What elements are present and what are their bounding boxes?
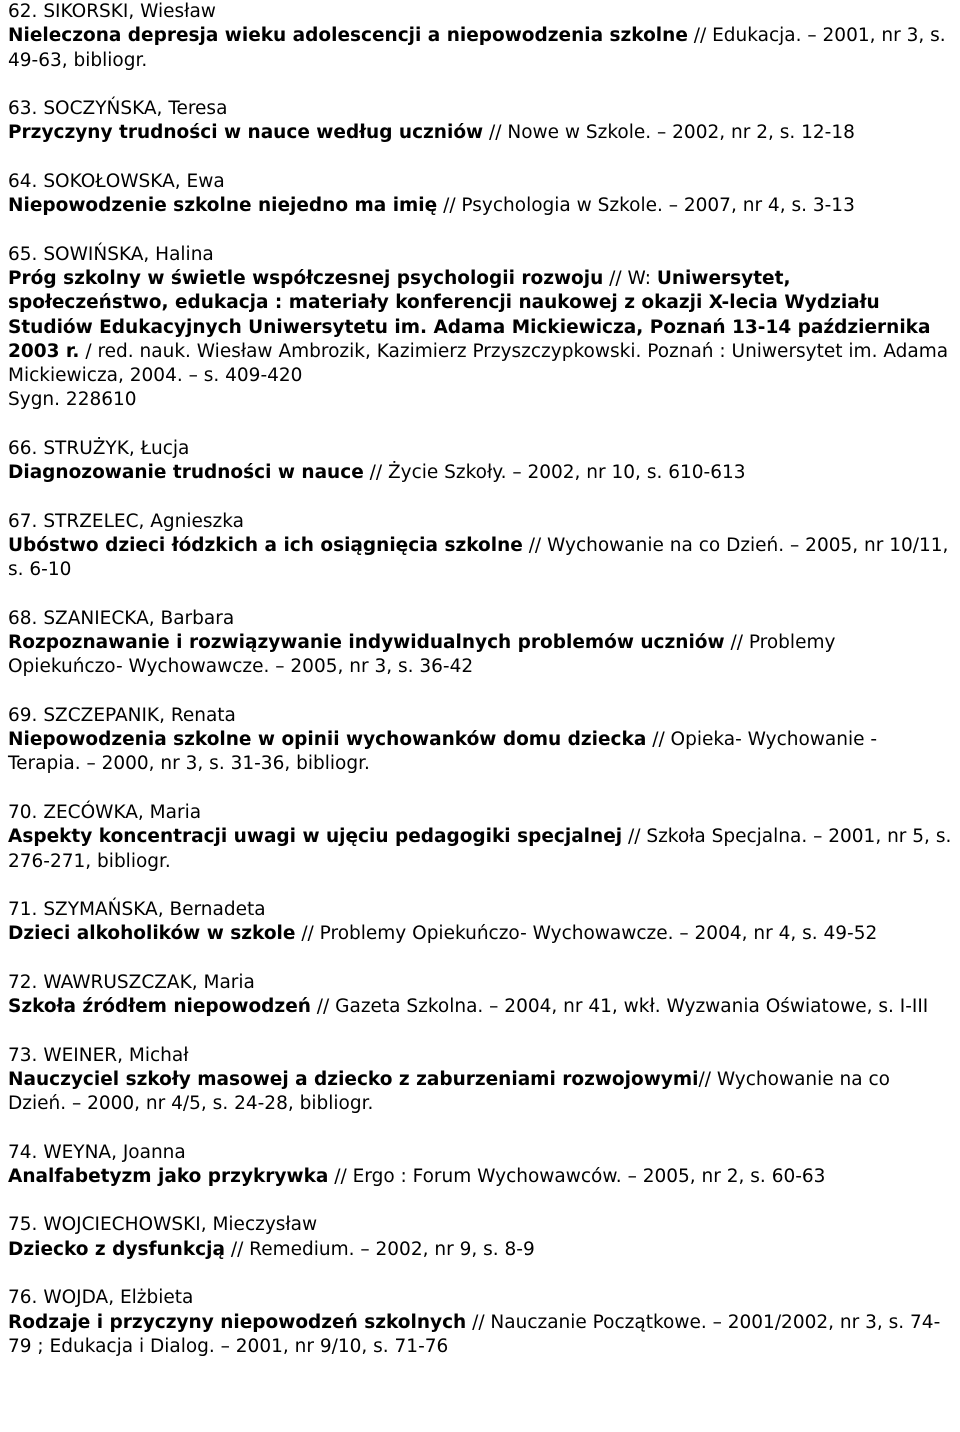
entry-source: // Opieka- Wychowanie - Terapia. – 2000, nr 3, s. 31-36, bibliogr. (8, 729, 878, 775)
entry-number: 66. (8, 437, 38, 459)
entry-author: STRZELEC, Agnieszka (43, 510, 244, 532)
entry-book-title: Uniwersytet, społeczeństwo, edukacja : materiały konferencji naukowej z okazji X-lecia Wydziału Studiów Edukacyjnych Uniwersytetu im. Adama Mickiewicza, Poznań 13-14 października 2003 r. (8, 267, 931, 362)
entry-title: Aspekty koncentracji uwagi w ujęciu pedagogiki specjalnej (8, 826, 623, 848)
entry-source: // Życie Szkoły. – 2002, nr 10, s. 610-613 (363, 462, 746, 484)
entry-author-line (8, 801, 952, 825)
entry-author: SIKORSKI, Wiesław (43, 1, 216, 22)
entry-author-line (8, 607, 952, 631)
bibliography-entry (8, 0, 952, 73)
bibliography-entry (8, 801, 952, 874)
entry-title: Nieleczona depresja wieku adolescencji a niepowodzenia szkolne (8, 25, 688, 47)
entry-source: // Nauczanie Początkowe. – 2001/2002, nr 3, s. 74-79 ; Edukacja i Dialog. – 2001, nr 9/10, s. 71-76 (8, 1311, 941, 1357)
entry-source: // Ergo : Forum Wychowawców. – 2005, nr 2, s. 60-63 (328, 1165, 826, 1187)
entry-author: SZANIECKA, Barbara (43, 607, 235, 629)
entry-source: // Problemy Opiekuńczo- Wychowawcze. – 2004, nr 4, s. 49-52 (295, 923, 878, 945)
entry-author-line (8, 243, 952, 267)
bibliography-entry (8, 243, 952, 413)
entry-author-line (8, 898, 952, 922)
entry-author: WOJCIECHOWSKI, Mieczysław (43, 1214, 318, 1236)
entry-author: SOWIŃSKA, Halina (43, 243, 214, 265)
entry-author-line (8, 437, 952, 461)
bibliography-entry (8, 704, 952, 777)
entry-author: ZECÓWKA, Maria (43, 801, 202, 823)
bibliography-entry (8, 1286, 952, 1359)
bibliography-entry (8, 971, 952, 1020)
entry-source: // Nowe w Szkole. – 2002, nr 2, s. 12-18 (483, 122, 855, 144)
entry-source: // Problemy Opiekuńczo- Wychowawcze. – 2005, nr 3, s. 36-42 (8, 632, 836, 678)
entry-title: Rodzaje i przyczyny niepowodzeń szkolnych (8, 1311, 467, 1333)
bibliography-entry (8, 437, 952, 486)
entry-source-prefix: // W: (603, 267, 657, 289)
entry-number: 63. (8, 98, 38, 120)
entry-source: // Remedium. – 2002, nr 9, s. 8-9 (224, 1238, 535, 1260)
bibliography-entry (8, 510, 952, 583)
entry-source: // Wychowanie na co Dzień. – 2000, nr 4/5, s. 24-28, bibliogr. (8, 1068, 890, 1115)
entry-author: SZCZEPANIK, Renata (43, 704, 236, 726)
entry-author-line (8, 1286, 952, 1310)
bibliography-entry (8, 1141, 952, 1190)
entry-author: SOCZYŃSKA, Teresa (43, 98, 228, 120)
entry-source: // Gazeta Szkolna. – 2004, nr 41, wkł. Wyzwania Oświatowe, s. I-III (310, 996, 929, 1018)
entry-number: 62. (8, 1, 38, 22)
entry-source: // Edukacja. – 2001, nr 3, s. 49-63, bibliogr. (8, 25, 946, 71)
entry-author: WOJDA, Elżbieta (43, 1287, 194, 1309)
entry-number: 64. (8, 170, 38, 192)
entry-author: WEINER, Michał (43, 1044, 189, 1066)
entry-title: Niepowodzenie szkolne niejedno ma imię (8, 195, 438, 217)
entry-author-line (8, 1044, 952, 1068)
entry-title: Ubóstwo dzieci łódzkich a ich osiągnięcia szkolne (8, 534, 523, 556)
entry-number: 72. (8, 971, 38, 993)
entry-number: 67. (8, 510, 38, 532)
entry-title: Niepowodzenia szkolne w opinii wychowanków domu dziecka (8, 729, 647, 751)
entry-number: 75. (8, 1214, 38, 1236)
entry-call-number: Sygn. 228610 (8, 389, 137, 411)
entry-source: // Szkoła Specjalna. – 2001, nr 5, s. 276-271, bibliogr. (8, 826, 952, 872)
entry-title: Nauczyciel szkoły masowej a dziecko z zaburzeniami rozwojowymi (8, 1068, 699, 1090)
entry-author-line (8, 510, 952, 534)
entry-author: SOKOŁOWSKA, Ewa (43, 170, 225, 192)
entry-source: // Wychowanie na co Dzień. – 2005, nr 10/11, s. 6-10 (8, 534, 949, 581)
entry-number: 73. (8, 1044, 38, 1066)
entry-number: 70. (8, 801, 38, 823)
bibliography-entry (8, 607, 952, 680)
entry-author-line (8, 971, 952, 995)
entry-title: Próg szkolny w świetle współczesnej psychologii rozwoju (8, 267, 604, 289)
bibliography-entry (8, 170, 952, 219)
entry-author-line (8, 704, 952, 728)
bibliography-entry (8, 1044, 952, 1117)
entry-number: 71. (8, 899, 38, 920)
entry-number: 68. (8, 607, 38, 629)
entry-author: STRUŻYK, Łucja (43, 437, 190, 459)
bibliography-entry (8, 1213, 952, 1262)
entry-number: 76. (8, 1287, 38, 1309)
entry-title: Dzieci alkoholików w szkole (8, 923, 296, 945)
entry-author: WAWRUSZCZAK, Maria (43, 971, 255, 993)
entry-author: SZYMAŃSKA, Bernadeta (43, 899, 266, 920)
entry-source: / red. nauk. Wiesław Ambrozik, Kazimierz Przyszczypkowski. Poznań : Uniwersytet im. Adama Mickiewicza, 2004. – s. 409-420 (8, 340, 949, 387)
entry-author-line (8, 1141, 952, 1165)
entry-title: Rozpoznawanie i rozwiązywanie indywidualnych problemów uczniów (8, 632, 725, 654)
entry-title: Przyczyny trudności w nauce według uczniów (8, 122, 484, 144)
entry-number: 74. (8, 1141, 38, 1163)
bibliography-entry (8, 97, 952, 146)
entry-source: // Psychologia w Szkole. – 2007, nr 4, s. 3-13 (437, 195, 855, 217)
entry-title: Analfabetyzm jako przykrywka (8, 1165, 329, 1187)
entry-title: Dziecko z dysfunkcją (8, 1238, 225, 1260)
entry-title: Diagnozowanie trudności w nauce (8, 462, 364, 484)
entry-author-line (8, 97, 952, 121)
entry-author-line (8, 170, 952, 194)
entry-number: 65. (8, 243, 38, 265)
entry-number: 69. (8, 704, 38, 726)
entry-author-line (8, 0, 952, 24)
bibliography-entry (8, 898, 952, 947)
entry-title: Szkoła źródłem niepowodzeń (8, 996, 311, 1018)
entry-author: WEYNA, Joanna (43, 1141, 186, 1163)
entry-author-line (8, 1213, 952, 1237)
